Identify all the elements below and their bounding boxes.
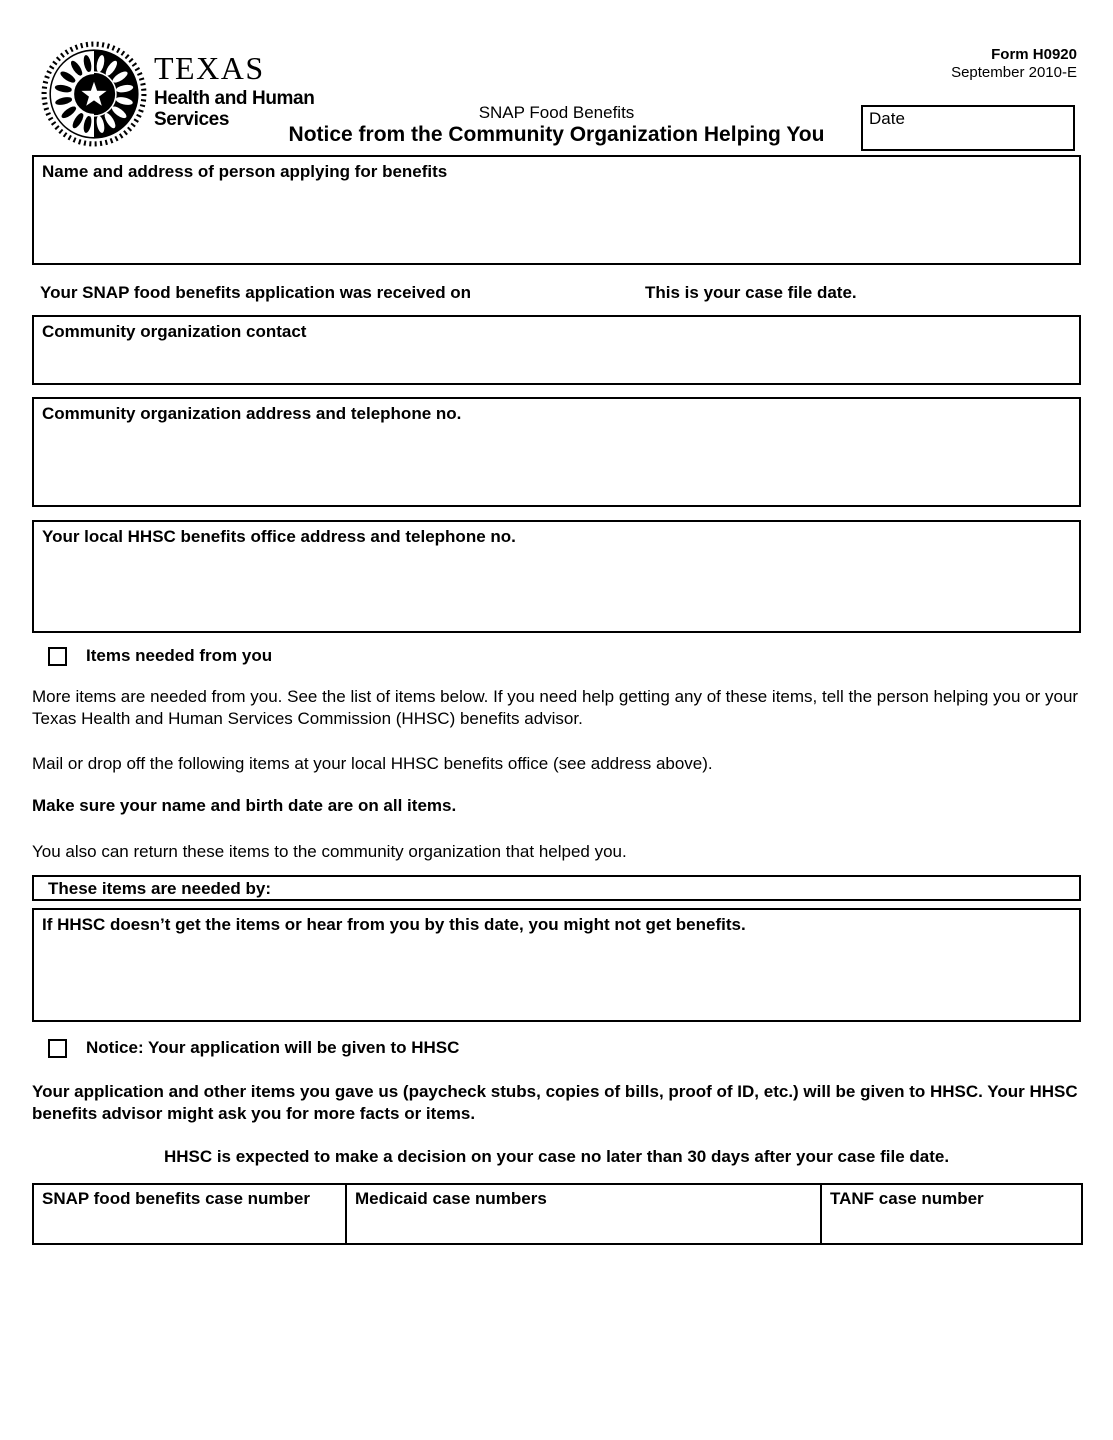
org-address-field[interactable] [32, 397, 1081, 507]
snap-case-number-field[interactable] [33, 1184, 346, 1244]
form-number: Form H0920 [991, 46, 1077, 63]
case-file-date-label: This is your case file date. [645, 283, 857, 302]
items-needed-checkbox[interactable] [48, 647, 67, 666]
page-title: Notice from the Community Organization Helping You [288, 123, 825, 146]
org-contact-field[interactable] [32, 315, 1081, 385]
application-notice-row [32, 1038, 1081, 1058]
form-revision: September 2010-E [951, 64, 1077, 81]
applicant-name-address-field[interactable] [32, 155, 1081, 265]
make-sure-paragraph: Make sure your name and birth date are on all items. [32, 796, 457, 815]
received-date-row [32, 283, 1081, 303]
snap-case-number-label: SNAP food benefits case number [42, 1189, 310, 1208]
items-needed-by-label: These items are needed by: [48, 879, 271, 898]
more-items-paragraph: More items are needed from you. See the list of items below. If you need help getting any of these items, tell the person helping you or your Texas Health and Human Services Commission (HHSC) benefits advisor. [32, 687, 1079, 728]
case-number-table [32, 1183, 1083, 1245]
return-items-paragraph: You also can return these items to the community organization that helped you. [32, 842, 627, 861]
missing-items-warning-field[interactable] [32, 908, 1081, 1022]
tanf-case-number-field[interactable] [821, 1184, 1082, 1244]
items-needed-by-field[interactable] [32, 875, 1081, 901]
application-notice-checkbox[interactable] [48, 1039, 67, 1058]
missing-items-warning-label: If HHSC doesn’t get the items or hear from you by this date, you might not get benefits. [42, 915, 746, 934]
applicant-name-address-label: Name and address of person applying for benefits [42, 162, 448, 181]
date-field[interactable] [861, 105, 1075, 151]
org-address-label: Community organization address and telephone no. [42, 404, 462, 423]
mail-items-paragraph: Mail or drop off the following items at your local HHSC benefits office (see address above). [32, 754, 713, 773]
application-given-paragraph: Your application and other items you gave us (paycheck stubs, copies of bills, proof of ID, etc.) will be given to HHSC. Your HHSC benefits advisor might ask you for more facts or items. [32, 1082, 1078, 1123]
items-needed-row [32, 646, 1081, 666]
date-label: Date [869, 109, 905, 128]
logo-brand: TEXAS [154, 50, 265, 86]
tanf-case-number-label: TANF case number [830, 1189, 984, 1208]
logo-dept-line1: Health and Human [154, 88, 315, 109]
form-info [951, 46, 1077, 82]
decision-deadline-paragraph: HHSC is expected to make a decision on your case no later than 30 days after your case file date. [163, 1147, 950, 1166]
table-row [33, 1184, 1082, 1244]
medicaid-case-numbers-label: Medicaid case numbers [355, 1189, 547, 1208]
received-on-label: Your SNAP food benefits application was received on [40, 283, 472, 302]
medicaid-case-numbers-field[interactable] [346, 1184, 821, 1244]
logo-dept-line2: Services [154, 108, 229, 130]
form-subtitle: SNAP Food Benefits [478, 103, 635, 122]
hhsc-office-label: Your local HHSC benefits office address and telephone no. [42, 527, 516, 546]
hhsc-office-field[interactable] [32, 520, 1081, 633]
items-needed-label: Items needed from you [86, 646, 273, 665]
application-notice-label: Notice: Your application will be given to HHSC [86, 1038, 460, 1057]
org-contact-label: Community organization contact [42, 322, 307, 341]
